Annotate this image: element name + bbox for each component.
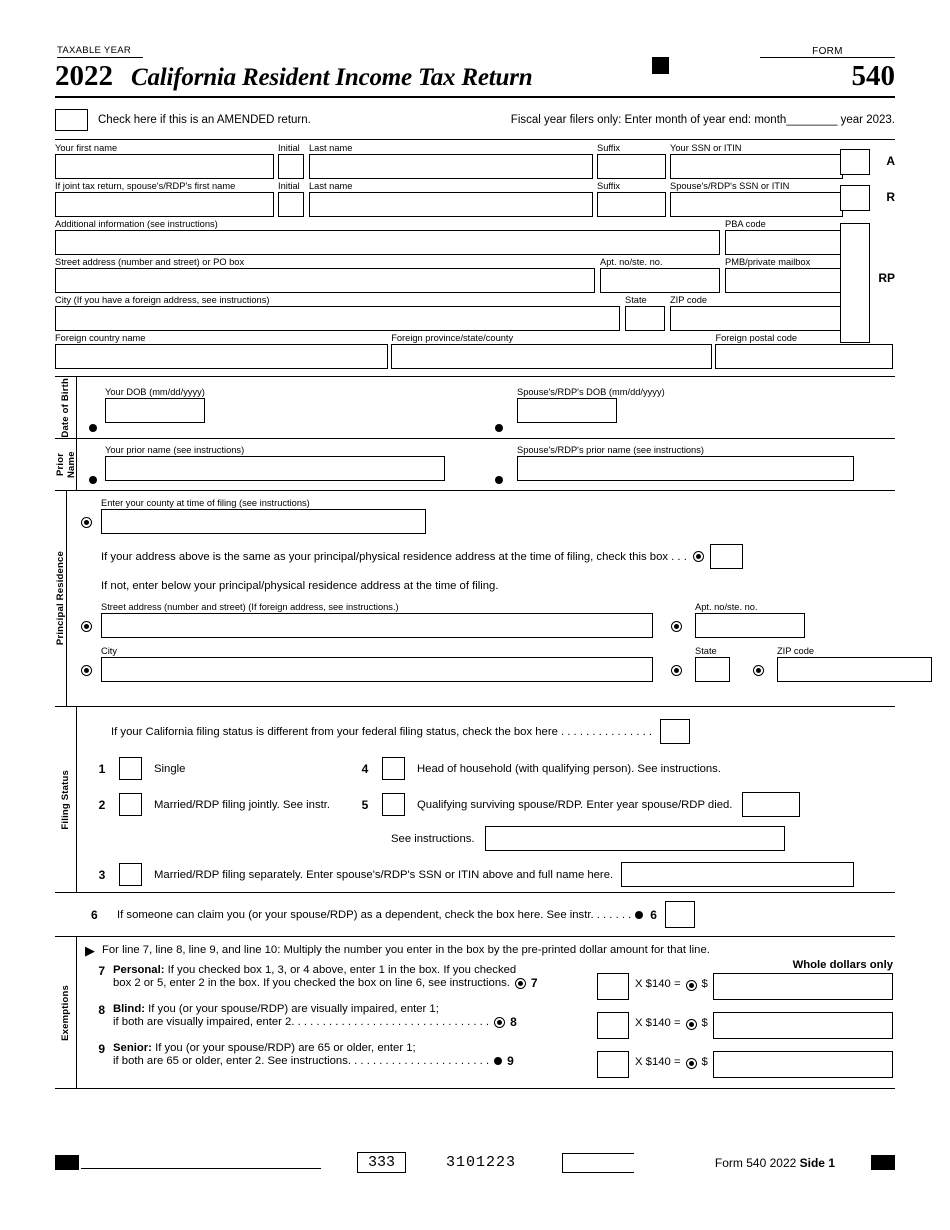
zip-label: ZIP code (670, 295, 708, 305)
residence-state-bullet-icon (671, 665, 682, 676)
your-prior-name-input[interactable] (105, 456, 445, 481)
exemption-dollar-7: $ (701, 978, 708, 990)
prior-name-bullet-icon (89, 476, 97, 484)
exemption-text-8a: If you (or your spouse/RDP) are visually impaired, enter 1; (148, 1003, 439, 1015)
exemption-num-9: 9 (98, 1042, 105, 1056)
exemption-dollar-9: $ (701, 1056, 708, 1068)
footer-rule-left (81, 1168, 321, 1169)
footer-left-marker (55, 1155, 79, 1170)
residence-city-row (81, 646, 932, 682)
dob-bullet-icon (89, 424, 97, 432)
exemptions-intro: For line 7, line 8, line 9, and line 10: Multiply the number you enter in the box by the pre-printed dollar amount for that line. (102, 944, 710, 956)
exemption-bullet-8-icon (494, 1017, 505, 1028)
exemption-bullet-9-icon (494, 1057, 502, 1065)
filing-status-label-1: Single (154, 762, 186, 775)
filing-status-num-3: 3 (98, 867, 106, 882)
name-row-4 (55, 257, 847, 293)
state-wrap (625, 295, 670, 331)
exemption-amount-input-8[interactable] (713, 1012, 893, 1039)
city-label: City (If you have a foreign address, see instructions) (55, 295, 270, 305)
exemption-amount-bullet-7-icon (686, 980, 697, 991)
residence-state-input[interactable] (695, 657, 730, 682)
filing-status-label-3: Married/RDP filing separately. Enter spouse's/RDP's SSN or ITIN above and full name here. (154, 868, 614, 881)
filing-status-checkbox-3[interactable] (119, 863, 142, 886)
filing-status-checkbox-5[interactable] (382, 793, 405, 816)
exemption-line-8 (85, 1003, 895, 1039)
first-name-field-wrap (55, 143, 278, 179)
if-not-text: If not, enter below your principal/physical residence address at the time of filing. (101, 580, 499, 592)
line6-section (55, 892, 895, 936)
foreign-country-wrap (55, 333, 391, 369)
additional-info-label: Additional information (see instructions) (55, 219, 218, 229)
residence-apt-label: Apt. no/ste. no. (695, 602, 758, 612)
spouse-initial-input[interactable] (278, 192, 304, 217)
filing-status-label-2: Married/RDP filing jointly. See instr. (154, 798, 331, 811)
last-name-label: Last name (309, 143, 353, 153)
foreign-country-label: Foreign country name (55, 333, 146, 343)
exemption-amount-input-9[interactable] (713, 1051, 893, 1078)
street-label: Street address (number and street) or PO box (55, 257, 245, 267)
spouse-first-name-label: If joint tax return, spouse's/RDP's first name (55, 181, 236, 191)
suffix-input[interactable] (597, 154, 666, 179)
foreign-country-input[interactable] (55, 344, 388, 369)
spouse-dob-label: Spouse's/RDP's DOB (mm/dd/yyyy) (517, 387, 665, 397)
spouse-dob-input[interactable] (517, 398, 617, 423)
foreign-province-label: Foreign province/state/county (391, 333, 514, 343)
exemption-bullet-7-icon (515, 978, 526, 989)
arp-column (840, 143, 895, 353)
city-wrap (55, 295, 625, 331)
line6-text: If someone can claim you (or your spouse/RDP) as a dependent, check the box here. See instr. . . . . . . (117, 908, 632, 921)
filing-status-section (55, 706, 895, 892)
form-label: FORM (760, 46, 895, 58)
a-letter: A (886, 154, 895, 168)
pba-input[interactable] (725, 230, 843, 255)
spouse-full-name-input[interactable] (621, 862, 854, 887)
exemption-marker-7: 7 (530, 976, 538, 990)
spouse-death-year-input[interactable] (742, 792, 800, 817)
your-prior-name-label: Your prior name (see instructions) (105, 445, 245, 455)
prior-name-section-label: Prior Name (54, 451, 77, 478)
triangle-icon: ▶ (85, 943, 95, 958)
exemption-bold-9: Senior: (113, 1042, 152, 1054)
taxable-year-label: TAXABLE YEAR (57, 45, 143, 58)
exemption-multiplier-8: X $140 = (635, 1017, 681, 1029)
residence-zip-input[interactable] (777, 657, 932, 682)
line6-bullet-icon (635, 911, 643, 919)
name-row-3 (55, 219, 847, 255)
state-label: State (625, 295, 647, 305)
page-title: California Resident Income Tax Return (131, 64, 533, 91)
exemption-num-7: 7 (98, 964, 105, 978)
name-row-6 (55, 333, 895, 369)
rp-letter: RP (878, 271, 895, 285)
filing-status-num-1: 1 (98, 761, 106, 776)
filing-status-num-2: 2 (98, 797, 106, 812)
first-name-input[interactable] (55, 154, 274, 179)
exemption-marker-8: 8 (510, 1015, 517, 1029)
residence-city-input[interactable] (101, 657, 653, 682)
state-input[interactable] (625, 306, 665, 331)
filing-status-row-3 (91, 862, 895, 887)
same-address-text: If your address above is the same as your principal/physical residence address at the time of filing, check this box . . . (101, 550, 687, 563)
spouse-suffix-input[interactable] (597, 192, 666, 217)
last-name-field-wrap (309, 143, 597, 179)
spouse-last-name-input[interactable] (309, 192, 593, 217)
dob-section-label: Date of Birth (60, 377, 71, 438)
exemption-dollar-8: $ (701, 1017, 708, 1029)
form-number: 540 (851, 60, 895, 92)
principal-residence-section (55, 490, 895, 706)
name-row-1 (55, 143, 847, 179)
exemption-text-9a: If you (or your spouse/RDP) are 65 or older, enter 1; (155, 1042, 416, 1054)
exemption-text-9b: if both are 65 or older, enter 2. See instructions. . . . . . . . . . . . . . . . . . . . . . . (113, 1055, 490, 1067)
spouse-prior-name-label: Spouse's/RDP's prior name (see instructions) (517, 445, 704, 455)
spouse-last-name-label: Last name (309, 181, 353, 191)
different-status-checkbox[interactable] (660, 719, 690, 744)
footer-form-name: Form 540 (714, 1155, 767, 1170)
exemption-amount-input-7[interactable] (713, 973, 893, 1000)
exemption-bold-7: Personal: (113, 964, 165, 976)
your-dob-input[interactable] (105, 398, 205, 423)
see-instructions-row (91, 826, 895, 851)
rp-box[interactable] (840, 223, 870, 343)
exemption-line-9 (85, 1042, 895, 1078)
pmb-input[interactable] (725, 268, 843, 293)
ssn-label: Your SSN or ITIN (670, 143, 742, 153)
residence-state-label: State (695, 646, 717, 656)
line6-marker: 6 (650, 907, 657, 922)
exemption-line-7 (85, 964, 895, 1000)
dob-section (55, 376, 895, 438)
exemptions-section (55, 936, 895, 1088)
suffix-label: Suffix (597, 143, 621, 153)
footer-form-year: 2022 (769, 1155, 797, 1170)
residence-street-row (81, 602, 932, 638)
footer-bracket (562, 1153, 634, 1173)
line6-checkbox[interactable] (665, 901, 695, 928)
foreign-province-wrap (391, 333, 715, 369)
fiscal-year-note: Fiscal year filers only: Enter month of year end: month________ year 2023. (510, 114, 895, 126)
exemption-text-8b: if both are visually impaired, enter 2. . . . . . . . . . . . . . . . . . . . . . . . . . . . . . . . (113, 1016, 490, 1028)
spouse-prior-name-input[interactable] (517, 456, 854, 481)
footer-barcode-number: 3101223 (446, 1154, 517, 1171)
spouse-initial-wrap (278, 181, 309, 217)
spouse-ssn-label: Spouse's/RDP's SSN or ITIN (670, 181, 790, 191)
footer-code: 333 (357, 1152, 406, 1173)
footer-right-marker (871, 1155, 895, 1170)
exemption-count-input-9[interactable] (597, 1051, 629, 1078)
residence-city-label: City (101, 646, 118, 656)
amended-label: Check here if this is an AMENDED return. (98, 114, 311, 126)
form-footer (55, 1152, 895, 1173)
filing-status-section-label: Filing Status (60, 769, 71, 830)
pba-label: PBA code (725, 219, 766, 229)
see-instructions-label: See instructions. (391, 832, 475, 845)
ssn-input[interactable] (670, 154, 843, 179)
name-row-5 (55, 295, 847, 331)
filing-status-row-1 (91, 757, 895, 780)
line6-num: 6 (91, 907, 98, 922)
city-input[interactable] (55, 306, 620, 331)
county-label: Enter your county at time of filing (see instructions) (101, 498, 310, 508)
filing-status-num-4: 4 (361, 761, 369, 776)
initial-input[interactable] (278, 154, 304, 179)
same-address-checkbox[interactable] (710, 544, 743, 569)
filing-status-row-2 (91, 792, 895, 817)
zip-wrap (670, 295, 847, 331)
filing-status-checkbox-1[interactable] (119, 757, 142, 780)
residence-street-input[interactable] (101, 613, 653, 638)
spouse-ssn-wrap (670, 181, 847, 217)
exemption-marker-9: 9 (507, 1054, 514, 1068)
filing-status-label-5: Qualifying surviving spouse/RDP. Enter year spouse/RDP died. (417, 798, 733, 811)
exemption-text-7b: box 2 or 5, enter 2 in the box. If you checked the box on line 6, see instructions. (113, 977, 510, 989)
title-row (55, 60, 895, 98)
county-bullet-icon (81, 517, 92, 528)
exemption-multiplier-7: X $140 = (635, 978, 681, 990)
different-status-text: If your California filing status is different from your federal filing status, check the box here . . . . . . . . . . . . . . . (111, 725, 653, 738)
ssn-field-wrap (670, 143, 847, 179)
spouse-last-name-wrap (309, 181, 597, 217)
first-name-label: Your first name (55, 143, 118, 153)
exemption-amount-bullet-9-icon (686, 1058, 697, 1069)
same-address-bullet-icon (693, 551, 704, 562)
see-instructions-input[interactable] (485, 826, 785, 851)
a-box[interactable] (840, 149, 870, 175)
footer-side: Side 1 (799, 1155, 835, 1170)
initial-label: Initial (278, 143, 300, 153)
zip-input[interactable] (670, 306, 843, 331)
name-address-block (55, 139, 895, 369)
residence-zip-label: ZIP code (777, 646, 815, 656)
exemptions-intro-row (85, 944, 895, 957)
form-sheet (55, 40, 895, 1089)
form-header (55, 40, 895, 58)
name-row-2 (55, 181, 847, 217)
bottom-rule (55, 1088, 895, 1089)
pmb-label: PMB/private mailbox (725, 257, 811, 267)
apt-input[interactable] (600, 268, 720, 293)
spouse-prior-name-bullet-icon (495, 476, 503, 484)
spouse-suffix-label: Suffix (597, 181, 621, 191)
amended-row (55, 107, 895, 133)
county-row (81, 498, 932, 534)
principal-residence-section-label: Principal Residence (55, 551, 66, 646)
pmb-wrap (725, 257, 847, 293)
residence-zip-bullet-icon (753, 665, 764, 676)
suffix-field-wrap (597, 143, 670, 179)
amended-checkbox[interactable] (55, 109, 88, 131)
your-dob-label: Your DOB (mm/dd/yyyy) (105, 387, 205, 397)
apt-label: Apt. no/ste. no. (600, 257, 663, 267)
additional-info-input[interactable] (55, 230, 720, 255)
exemption-amount-bullet-8-icon (686, 1019, 697, 1030)
residence-apt-input[interactable] (695, 613, 805, 638)
exemption-num-8: 8 (98, 1003, 105, 1017)
spouse-dob-bullet-icon (495, 424, 503, 432)
spouse-suffix-wrap (597, 181, 670, 217)
street-wrap (55, 257, 600, 293)
exemption-text-7a: If you checked box 1, 3, or 4 above, enter 1 in the box. If you checked (167, 964, 517, 976)
same-address-row (81, 544, 932, 569)
filing-status-checkbox-4[interactable] (382, 757, 405, 780)
county-input[interactable] (101, 509, 426, 534)
residence-city-bullet-icon (81, 665, 92, 676)
residence-street-bullet-icon (81, 621, 92, 632)
pba-wrap (725, 219, 847, 255)
spouse-first-name-input[interactable] (55, 192, 274, 217)
foreign-province-input[interactable] (391, 344, 712, 369)
spouse-first-name-wrap (55, 181, 278, 217)
r-box[interactable] (840, 185, 870, 211)
initial-field-wrap (278, 143, 309, 179)
residence-apt-bullet-icon (671, 621, 682, 632)
r-letter: R (886, 190, 895, 204)
last-name-input[interactable] (309, 154, 593, 179)
tax-year: 2022 (55, 60, 113, 92)
additional-info-wrap (55, 219, 725, 255)
filing-status-checkbox-2[interactable] (119, 793, 142, 816)
filing-status-label-4: Head of household (with qualifying person). See instructions. (417, 762, 721, 775)
spouse-ssn-input[interactable] (670, 192, 843, 217)
different-status-row (91, 719, 895, 744)
exemption-count-input-7[interactable] (597, 973, 629, 1000)
filing-status-num-5: 5 (361, 797, 369, 812)
exemption-bold-8: Blind: (113, 1003, 145, 1015)
prior-name-section (55, 438, 895, 490)
apt-wrap (600, 257, 725, 293)
whole-dollars-label: Whole dollars only (792, 959, 893, 971)
spouse-initial-label: Initial (278, 181, 300, 191)
foreign-postal-label: Foreign postal code (715, 333, 798, 343)
residence-street-label: Street address (number and street) (If foreign address, see instructions.) (101, 602, 399, 612)
exemptions-section-label: Exemptions (60, 984, 71, 1041)
exemption-multiplier-9: X $140 = (635, 1056, 681, 1068)
exemption-count-input-8[interactable] (597, 1012, 629, 1039)
street-input[interactable] (55, 268, 595, 293)
